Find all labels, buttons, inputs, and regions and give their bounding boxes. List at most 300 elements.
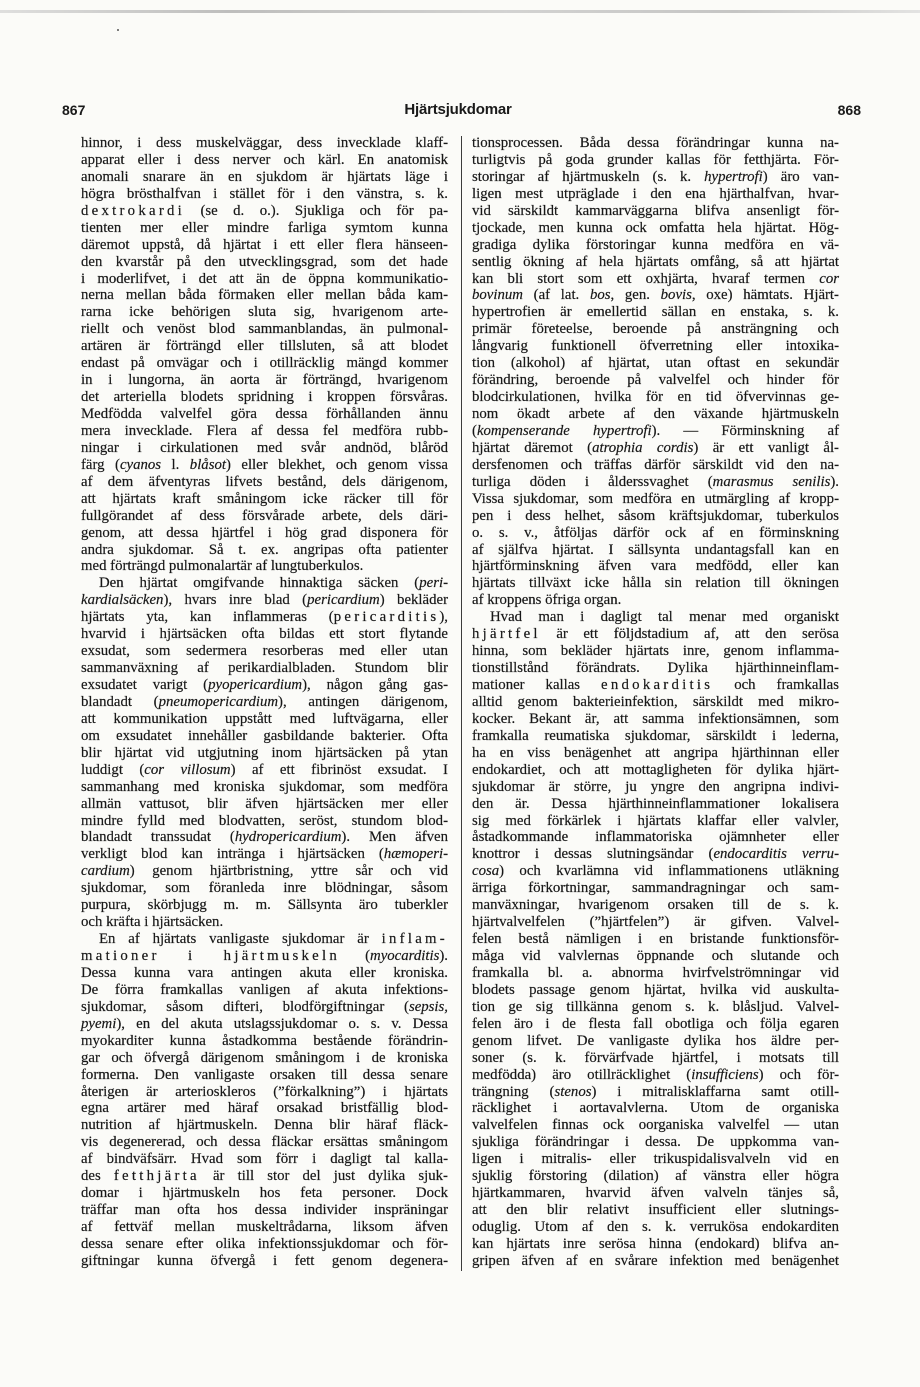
line-text: [472, 796, 839, 813]
text-run: soner (s. k. förvärfvade hjärtfel, i motsats till: [472, 1049, 839, 1066]
text-run: sentlig ökning af hela hjärtats omfång, så att hjärtat: [472, 253, 839, 270]
text-line: [472, 220, 839, 237]
text-line: [472, 1100, 839, 1117]
line-text: [81, 1253, 448, 1270]
line-text: [472, 1168, 839, 1185]
line-text: [81, 1219, 448, 1236]
text-run: , oxe) hämtats. Hjärt-: [691, 287, 839, 304]
text-line: [81, 762, 448, 779]
line-text: [81, 1084, 448, 1101]
text-run: träffar man ofta hos dessa individer inspräningar: [81, 1202, 448, 1219]
line-text: [472, 304, 839, 321]
text-run: artären är förträngd eller tillsluten, så att blodet: [81, 338, 448, 355]
text-run: felen äro i de flesta fall obotliga och följa egaren: [472, 1015, 839, 1032]
line-text: [99, 931, 448, 948]
line-text: [81, 982, 448, 999]
text-run: des: [81, 1168, 114, 1185]
italic-term: kardialsäcken: [81, 592, 164, 609]
line-text: [81, 779, 448, 796]
text-line: [81, 1050, 448, 1067]
text-line: [472, 813, 839, 830]
text-run: formerna. Den vanligaste orsaken till dessa senare: [81, 1066, 448, 1083]
text-line: [472, 1202, 839, 1219]
text-run: med förträngd pulmonalartär af lungtuberkulos.: [81, 558, 364, 575]
line-text: [81, 152, 448, 169]
text-run: egna artärer med häraf orsakad bristfällig blod-: [81, 1100, 448, 1117]
text-line: [472, 1033, 839, 1050]
text-run: hjärtats tillväxt icke hålla sin relation till ökningen: [472, 575, 839, 592]
line-text: [99, 575, 448, 592]
text-line: [472, 135, 839, 152]
text-run: in i lungorna, än aorta är förträngd, hvarigenom: [81, 372, 448, 389]
line-text: [81, 372, 448, 389]
text-line: [472, 1067, 839, 1084]
text-line: [81, 152, 448, 169]
text-line: [81, 389, 448, 406]
text-line: [81, 914, 448, 931]
line-text: [81, 999, 448, 1016]
text-line: [472, 186, 839, 203]
page-header: [0, 101, 920, 121]
line-text: [81, 440, 448, 457]
text-run: tion ge sig tillkänna genom s. k. blåsljud. Valvel-: [472, 998, 839, 1015]
text-line: [81, 931, 448, 948]
line-text: [472, 1236, 839, 1253]
italic-term: cardium: [81, 863, 130, 880]
line-text: [81, 169, 448, 186]
line-text: [81, 525, 448, 542]
line-text: [81, 1151, 448, 1168]
text-line: [81, 1151, 448, 1168]
text-line: [472, 1253, 839, 1270]
text-line: [81, 440, 448, 457]
text-line: [472, 745, 839, 762]
text-line: [81, 525, 448, 542]
line-text: [472, 1151, 839, 1168]
text-run: ), en del akuta utslagssjukdomar o. s. v. Dessa: [116, 1015, 448, 1032]
line-text: [81, 1033, 448, 1050]
text-run: manväxningar, hvarigenom orsaken till de s. k.: [472, 897, 839, 914]
line-text: [472, 1067, 839, 1084]
line-text: [472, 813, 839, 830]
text-line: [472, 271, 839, 288]
text-run: Den hjärtat omgifvande hinnaktiga säcken (: [99, 575, 420, 592]
text-run: , gen.: [610, 287, 661, 304]
text-line: [472, 355, 839, 372]
text-line: [81, 355, 448, 372]
text-line: [81, 948, 448, 965]
text-line: [472, 152, 839, 169]
text-line: [472, 542, 839, 559]
text-line: [472, 931, 839, 948]
line-text: [81, 1185, 448, 1202]
line-text: [81, 474, 448, 491]
line-text: [472, 1117, 839, 1134]
text-run: hjärtkammaren, hvarvid äfven valveln tänjes så,: [472, 1185, 839, 1202]
line-text: [81, 711, 448, 728]
line-text: [81, 626, 448, 643]
text-run: verkligt blod kan intränga i hjärtsäcken (: [81, 846, 384, 863]
text-line: [472, 948, 839, 965]
text-line: [81, 1185, 448, 1202]
text-run: kan bli stort som ett oxhjärta, hvaraf termen: [472, 270, 820, 287]
text-run: ), antingen därigenom,: [278, 693, 449, 710]
text-run: måga vid valvlernas öppnande och slutande och: [472, 948, 839, 964]
line-text: [472, 965, 839, 982]
text-line: [472, 474, 839, 491]
italic-term: kompenserande hypertrofi: [476, 422, 652, 439]
text-line: [472, 525, 839, 542]
line-text: [472, 643, 839, 660]
text-line: [81, 745, 448, 762]
text-run: Medfödda valvelfel göra dessa förhållanden ännu: [81, 406, 448, 422]
italic-term: bovinum: [472, 287, 523, 304]
line-text: [81, 965, 448, 982]
text-line: [81, 829, 448, 846]
italic-term: endocarditis verru-: [713, 846, 839, 863]
line-text: [472, 1084, 839, 1101]
line-text: [472, 525, 839, 542]
text-run: i moderlifvet, i det att än de öppna kommunikatio-: [81, 270, 448, 287]
text-run: endokardiet, och att mottagligheten för dylika hjärt-: [472, 761, 839, 778]
text-line: [472, 1151, 839, 1168]
text-line: [472, 796, 839, 813]
text-run: om exsudatet innehåller gasbildande bakterier. Ofta: [81, 727, 448, 744]
line-text: [81, 423, 448, 440]
text-run: ), hvars inre blad (: [163, 592, 308, 609]
text-line: [472, 338, 839, 355]
text-run: sig med förkärlek i hjärtats klaffar eller valvler,: [472, 812, 839, 829]
line-text: [472, 169, 839, 186]
text-line: [81, 863, 448, 880]
line-text: [472, 762, 839, 779]
text-line: [81, 186, 448, 203]
spaced-term: endokarditis: [601, 677, 714, 693]
text-run: l.: [161, 456, 190, 473]
text-run: ),: [439, 609, 448, 626]
text-line: [81, 1219, 448, 1236]
text-run: nutrition af hjärtmuskeln. Denna blir häraf fläck-: [81, 1117, 448, 1134]
text-run: räcklighet i aortavalvlerna. Utom de organiska: [472, 1100, 839, 1117]
line-text: [81, 508, 448, 525]
text-run: storingar af hjärtmuskeln (s. k.: [472, 168, 705, 185]
text-run: ). — Förminskning af: [651, 422, 839, 439]
line-text: [81, 1016, 448, 1033]
text-line: [472, 999, 839, 1016]
text-run: knottror i dessas slutningsändar (: [472, 846, 714, 863]
text-run: blandadt (: [81, 693, 159, 710]
line-text: [472, 1202, 839, 1219]
line-text: [81, 1236, 448, 1253]
text-line: [81, 643, 448, 660]
text-run: af dem äfventyras lifvets bestånd, dels därigenom,: [81, 473, 448, 490]
text-line: [81, 169, 448, 186]
text-run: återigen är arterioskleros (”förkalkning”) i hjärtats: [81, 1083, 448, 1100]
text-run: sjukdomar, såsom difteri, blodförgiftningar (: [81, 998, 409, 1015]
line-text: [81, 491, 448, 508]
text-run: mationer kallas: [472, 677, 602, 693]
line-text: [81, 389, 448, 406]
text-line: [472, 982, 839, 999]
text-run: är till stor del just dylika sjuk-: [199, 1168, 448, 1185]
line-text: [472, 321, 839, 338]
text-line: [81, 728, 448, 745]
text-run: De förra framkallas vanligen af akuta infektions-: [81, 981, 448, 998]
text-run: hjärtats yta, kan inflammeras (: [81, 609, 334, 626]
line-text: [472, 135, 839, 152]
italic-term: insufficiens: [691, 1066, 759, 1083]
line-text: [81, 186, 448, 203]
line-text: [472, 999, 839, 1016]
text-run: tjockade, men kunna ock omfatta hela hjärtat. Hög-: [472, 219, 839, 236]
line-text: [472, 355, 839, 372]
text-line: [81, 237, 448, 254]
paragraph: [81, 135, 448, 575]
text-run: ha en viss benägenhet att angripa hjärthinnan eller: [472, 744, 839, 761]
text-line: [472, 1050, 839, 1067]
line-text: [81, 592, 448, 609]
line-text: [472, 237, 839, 254]
text-line: [81, 1202, 448, 1219]
line-text: [472, 338, 839, 355]
line-text: [472, 1219, 839, 1236]
text-line: [472, 558, 839, 575]
text-run: hjärtat däremot (: [472, 439, 593, 456]
text-line: [472, 762, 839, 779]
text-line: [472, 1084, 839, 1101]
text-run: (: [340, 948, 371, 964]
text-run: att kommunikation uppstått med luftvägarna, eller: [81, 710, 448, 727]
text-run: gripen äfven af en svårare infektion med benägenhet: [472, 1252, 839, 1269]
text-run: turliga döden i ålderssvaghet (: [472, 473, 713, 490]
line-text: [472, 1253, 839, 1270]
italic-term: pyemi: [81, 1015, 117, 1032]
text-run: Vissa sjukdomar, som medföra en utmärgling af kropp-: [472, 490, 839, 507]
line-text: [472, 863, 839, 880]
text-run: ) eller blekhet, och genom vissa: [225, 456, 448, 473]
line-text: [81, 1117, 448, 1134]
text-line: [81, 558, 448, 575]
italic-term: bos: [589, 287, 611, 304]
italic-term: peri-: [419, 575, 448, 592]
line-text: [472, 711, 839, 728]
text-line: [81, 897, 448, 914]
italic-term: bovis: [660, 287, 692, 304]
text-run: ).: [439, 948, 448, 964]
text-run: Dessa kunna vara antingen akuta eller kroniska.: [81, 964, 448, 981]
text-run: ) bekläder: [379, 592, 448, 609]
line-text: [81, 203, 448, 220]
text-run: blodets passage genom hjärtat, hvilka vid auskulta-: [472, 981, 839, 998]
line-text: [81, 304, 448, 321]
text-line: [472, 491, 839, 508]
spaced-term: mationer i hjärtmuskeln: [81, 948, 341, 964]
text-line: [81, 796, 448, 813]
text-run: hjärtvalvelfelen (”hjärtfelen”) är gifven. Valvel-: [472, 914, 839, 931]
line-text: [472, 626, 839, 643]
text-line: [81, 406, 448, 423]
line-text: [81, 542, 448, 559]
text-run: och kräfta i hjärtsäcken.: [81, 914, 224, 931]
line-text: [472, 372, 839, 389]
line-text: [472, 440, 839, 457]
text-line: [81, 338, 448, 355]
text-line: [472, 457, 839, 474]
line-text: [81, 355, 448, 372]
line-text: [81, 694, 448, 711]
line-text: [472, 897, 839, 914]
text-line: [81, 457, 448, 474]
line-text: [81, 914, 223, 931]
text-run: gar och öfvergå därigenom småningom i de kroniska: [81, 1049, 448, 1066]
text-line: [81, 982, 448, 999]
line-text: [81, 1134, 448, 1151]
text-run: (af lat.: [522, 287, 590, 304]
text-run: däremot uppstå, då hjärtat i ett eller flera hänseen-: [81, 236, 448, 253]
line-text: [81, 829, 448, 846]
page-number-right: 868: [837, 102, 861, 118]
text-line: [81, 813, 448, 830]
text-line: [472, 677, 839, 694]
text-run: vid särskildt kammarväggarna blifva ansenligt för-: [472, 202, 839, 219]
text-run: medfödda) äro otillräcklighet (: [472, 1066, 692, 1083]
text-run: af fettväf mellan muskeltrådarna, liksom äfven: [81, 1219, 448, 1235]
text-run: och framkallas: [713, 677, 839, 693]
text-run: En af hjärtats vanligaste sjukdomar är: [99, 931, 382, 948]
italic-term: pericardium: [307, 592, 380, 609]
text-line: [81, 1067, 448, 1084]
line-text: [472, 829, 839, 846]
line-text: [81, 1100, 448, 1117]
line-text: [81, 321, 448, 338]
text-line: [472, 694, 839, 711]
text-line: [472, 508, 839, 525]
line-text: [81, 745, 448, 762]
line-text: [472, 1100, 839, 1117]
italic-term: cyanos: [119, 456, 162, 473]
text-line: [81, 321, 448, 338]
text-run: vis degenererad, och dessa fläckar ersättas småningom: [81, 1134, 448, 1151]
paragraph: [81, 931, 448, 1270]
text-run: af själfva hjärtat. I sällsynta undantagsfall kan en: [472, 541, 839, 558]
text-run: (se d. o.). Sjukliga och för pa-: [185, 202, 448, 219]
text-line: [81, 271, 448, 288]
line-text: [472, 508, 839, 525]
text-line: [81, 711, 448, 728]
text-run: felen bestå nämligen i en bristande funktionsför-: [472, 931, 839, 948]
line-text: [472, 287, 839, 304]
text-run: myokarditer kunna åstadkomma bestående förändrin-: [81, 1032, 448, 1049]
text-line: [81, 999, 448, 1016]
text-run: hvarvid i hjärtsäcken ofta bildas ett stort flytande: [81, 626, 448, 643]
text-line: [472, 728, 839, 745]
text-line: [81, 1236, 448, 1253]
text-run: sjukdomar är större, ju yngre den angripna indivi-: [472, 778, 839, 795]
italic-term: stenos: [554, 1083, 592, 1100]
line-text: [472, 1050, 839, 1067]
text-run: anomali snarare än en sjukdom är hjärtats läge i: [81, 168, 448, 185]
text-line: [472, 203, 839, 220]
text-line: [81, 880, 448, 897]
line-text: [81, 1202, 448, 1219]
text-line: [472, 423, 839, 440]
text-run: den är. Dessa hjärthinneinflammationer lokalisera: [472, 795, 839, 812]
line-text: [81, 237, 448, 254]
text-line: [81, 1117, 448, 1134]
text-line: [472, 779, 839, 796]
text-line: [472, 965, 839, 982]
text-line: [472, 372, 839, 389]
line-text: [472, 406, 839, 423]
text-run: apparat eller i dess nerver och kärl. En anatomisk: [81, 151, 448, 168]
text-run: gradiga dylika förstoringar kunna medföra en vä-: [472, 236, 839, 253]
line-text: [472, 880, 839, 897]
text-line: [81, 779, 448, 796]
italic-term: cosa: [472, 863, 500, 880]
text-line: [472, 1016, 839, 1033]
line-text: [81, 406, 448, 423]
text-line: [81, 1100, 448, 1117]
text-run: nerna mellan båda förmaken eller mellan båda kam-: [81, 287, 448, 304]
text-line: [472, 846, 839, 863]
text-line: [472, 1134, 839, 1151]
text-line: [472, 829, 839, 846]
text-run: kocker. Bekant är, att samma infektionsämnen, som: [472, 710, 839, 727]
text-line: [81, 846, 448, 863]
text-run: att hjärtats kraft småningom icke räcker till för: [81, 490, 448, 507]
text-run: o. s. v., åtföljas därför ock af en förminskning: [472, 524, 839, 541]
text-line: [472, 254, 839, 271]
text-line: [472, 389, 839, 406]
text-run: den kvarstår på den utvecklingsgrad, som det hade: [81, 253, 448, 270]
line-text: [472, 728, 839, 745]
italic-term: cor: [819, 270, 839, 287]
line-text: [81, 457, 448, 474]
text-line: [472, 660, 839, 677]
line-text: [472, 914, 839, 931]
text-run: sjukliga förändringar i dessa. De uppkomma van-: [472, 1134, 839, 1151]
text-run: trängning (: [472, 1083, 555, 1100]
line-text: [81, 813, 448, 830]
italic-term: myocarditis: [370, 948, 440, 964]
text-run: kan hjärtats inre serösa hinna (endokard) blifva an-: [472, 1235, 839, 1252]
text-run: ) genom hjärtbristning, yttre sår och vid: [129, 863, 448, 880]
text-line: [472, 287, 839, 304]
line-text: [472, 745, 839, 762]
text-run: ) och kvarlämna vid inflammationens utläkning: [499, 863, 839, 880]
line-text: [472, 152, 839, 169]
text-run: genom, att dessa hjärtfel i hög grad disponera för: [81, 524, 448, 541]
text-run: rarna icke behörigen sluta sig, hvarigenom arte-: [81, 304, 448, 321]
left-column: [81, 135, 448, 1270]
line-text: [472, 931, 839, 948]
line-text: [81, 135, 448, 152]
text-line: [472, 592, 839, 609]
line-text: [472, 491, 839, 508]
text-run: ligen mest utpräglade i den ena hjärthalfvan, hvar-: [472, 185, 839, 202]
text-line: [81, 372, 448, 389]
text-line: [472, 626, 839, 643]
line-text: [472, 694, 839, 711]
text-run: framkalla bl. a. abnorma hvirfvelströmningar vid: [472, 964, 839, 981]
text-run: nom ökadt arbete af den växande hjärtmuskeln: [472, 406, 839, 422]
line-text: [81, 948, 448, 965]
text-run: valvelfelen finnas ock oorganiska valvelfel — utan: [472, 1117, 839, 1134]
text-run: ningar i cirkulationen med svår andnöd, blåröd: [81, 439, 448, 456]
text-line: [472, 1236, 839, 1253]
text-run: af bindväfsärr. Hvad som förr i dagligt tal kalla-: [81, 1151, 448, 1168]
text-line: [81, 1033, 448, 1050]
